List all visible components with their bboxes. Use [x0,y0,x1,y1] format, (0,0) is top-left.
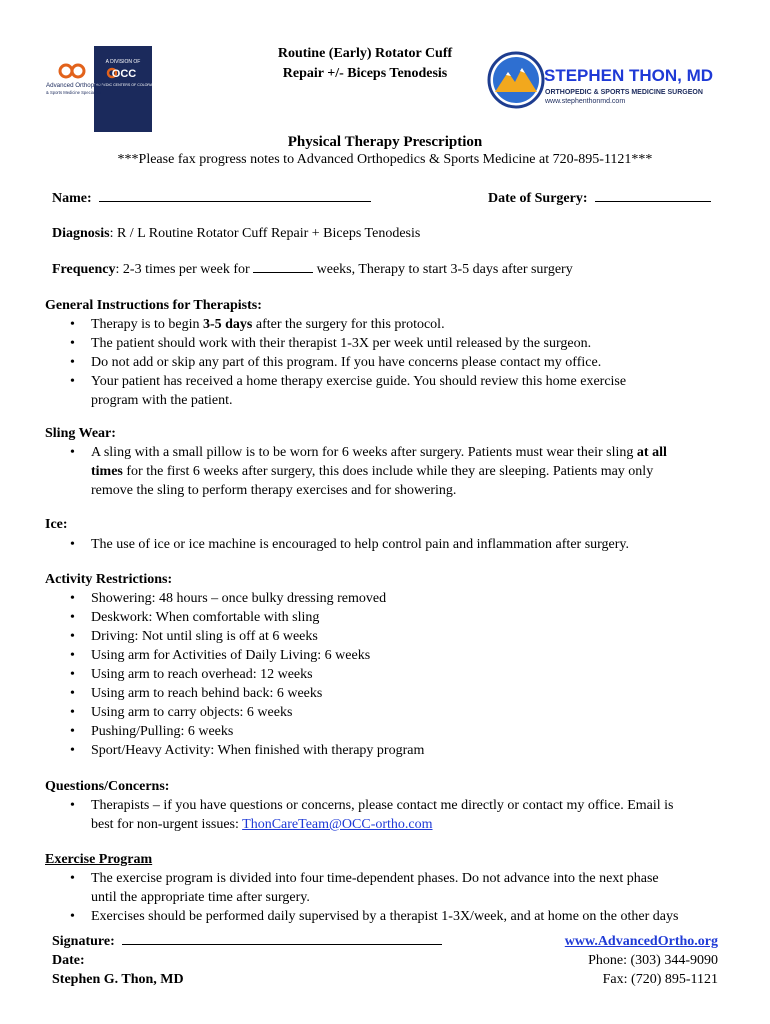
list-item: • The use of ice or ice machine is encouraged to help control pain and inflammation after surgery. [45,535,735,554]
list-item: • Therapists – if you have questions or concerns, please contact me directly or contact my office. Email is best for non-urgent issues: ThonCareTeam@OCC-ortho.com [45,796,735,834]
logo-brand-sub: ORTHOPEDIC CENTERS OF COLORADO [88,83,158,87]
list-item: • Do not add or skip any part of this program. If you have concerns please contact my office. [45,353,735,372]
list-item: • Using arm to carry objects: 6 weeks [45,703,735,722]
list-item: • The exercise program is divided into four time-dependent phases. Do not advance into the next phase until the appropriate time after surgery. [45,869,735,907]
stephen-thon-logo [486,50,736,110]
list-item: • Driving: Not until sling is off at 6 weeks [45,627,735,646]
diagnosis-row [52,224,420,243]
questions-section [45,777,735,834]
activity-title: Activity Restrictions: [45,572,173,587]
website-link[interactable]: www.AdvancedOrtho.org [564,934,718,949]
logo-name-line1: Advanced Orthopedic [46,82,106,89]
list-item: • Your patient has received a home therapy exercise guide. You should review this home exercise program with the patient. [45,372,735,410]
phone-number: Phone: (303) 344-9090 [588,953,718,968]
questions-title: Questions/Concerns: [45,779,170,794]
diagnosis-value: : R / L Routine Rotator Cuff Repair + Biceps Tenodesis [109,226,421,241]
frequency-value-a: : 2-3 times per week for [115,262,250,277]
doctor-logo-name: STEPHEN THON, MD [544,66,714,85]
prescription-title: Physical Therapy Prescription [287,134,483,150]
doctor-logo-website: www.stephenthonmd.com [545,98,626,105]
list-item: • Pushing/Pulling: 6 weeks [45,722,735,741]
date-label: Date: [52,953,85,968]
activity-restrictions [45,570,735,760]
exercise-program [45,850,735,926]
sling-title: Sling Wear: [45,426,116,441]
advanced-ortho-logo [44,46,174,132]
list-item: • Using arm to reach overhead: 12 weeks [45,665,735,684]
protocol-title-line1: Routine (Early) Rotator Cuff [277,46,453,61]
doctor-name: Stephen G. Thon, MD [52,972,184,987]
general-instructions [45,296,735,410]
surgery-date-label: Date of Surgery: [488,191,588,206]
surgery-date-blank[interactable] [595,189,711,202]
logo-name-line2: & Sports Medicine Specialists [46,90,102,95]
list-item: • Therapy is to begin 3-5 days after the surgery for this protocol. [45,315,735,334]
signature-label: Signature: [52,934,115,949]
frequency-label: Frequency [52,262,116,277]
fax-note: ***Please fax progress notes to Advanced Orthopedics & Sports Medicine at 720-895-1121*** [117,152,653,167]
protocol-title [235,44,495,84]
name-blank[interactable] [99,189,371,202]
ice-section [45,515,735,554]
frequency-value-b: weeks, Therapy to start 3-5 days after surgery [316,262,573,277]
logo-division-tag: A DIVISION OF [105,59,141,65]
protocol-title-line2: Repair +/- Biceps Tenodesis [282,66,448,81]
list-item: • The patient should work with their therapist 1-3X per week until released by the surgeon. [45,334,735,353]
sling-wear [45,424,735,500]
list-item: • Showering: 48 hours – once bulky dressing removed [45,589,735,608]
list-item: • Using arm for Activities of Daily Living: 6 weeks [45,646,735,665]
contact-block [470,932,718,989]
list-item: • A sling with a small pillow is to be worn for 6 weeks after surgery. Patients must wear their sling at all times for the first 6 weeks after surgery, this does include while they are sleeping. Patients may only remove the sling to perform therapy exercises and for showering. [45,443,735,500]
surgery-date-field[interactable] [488,189,711,208]
frequency-weeks-blank[interactable] [253,260,313,273]
fax-number: Fax: (720) 895-1121 [602,972,718,987]
signature-blank[interactable] [122,932,442,945]
signature-row[interactable] [52,932,442,951]
diagnosis-label: Diagnosis [52,226,110,241]
general-title: General Instructions for Therapists: [45,298,262,313]
frequency-row [52,260,573,279]
exercise-title: Exercise Program [45,852,153,867]
care-team-email-link[interactable]: ThonCareTeam@OCC-ortho.com [242,817,433,832]
logo-brand: OCC [111,68,137,80]
list-item: • Using arm to reach behind back: 6 weeks [45,684,735,703]
name-field[interactable] [52,189,371,208]
list-item: • Deskwork: When comfortable with sling [45,608,735,627]
list-item: • Exercises should be performed daily supervised by a therapist 1-3X/week, and at home on the other days [45,907,735,926]
list-item: • Sport/Heavy Activity: When finished with therapy program [45,741,735,760]
signature-block [52,932,442,989]
ice-title: Ice: [45,517,68,532]
doctor-logo-subtitle: ORTHOPEDIC & SPORTS MEDICINE SURGEON [545,89,703,96]
name-label: Name: [52,191,92,206]
